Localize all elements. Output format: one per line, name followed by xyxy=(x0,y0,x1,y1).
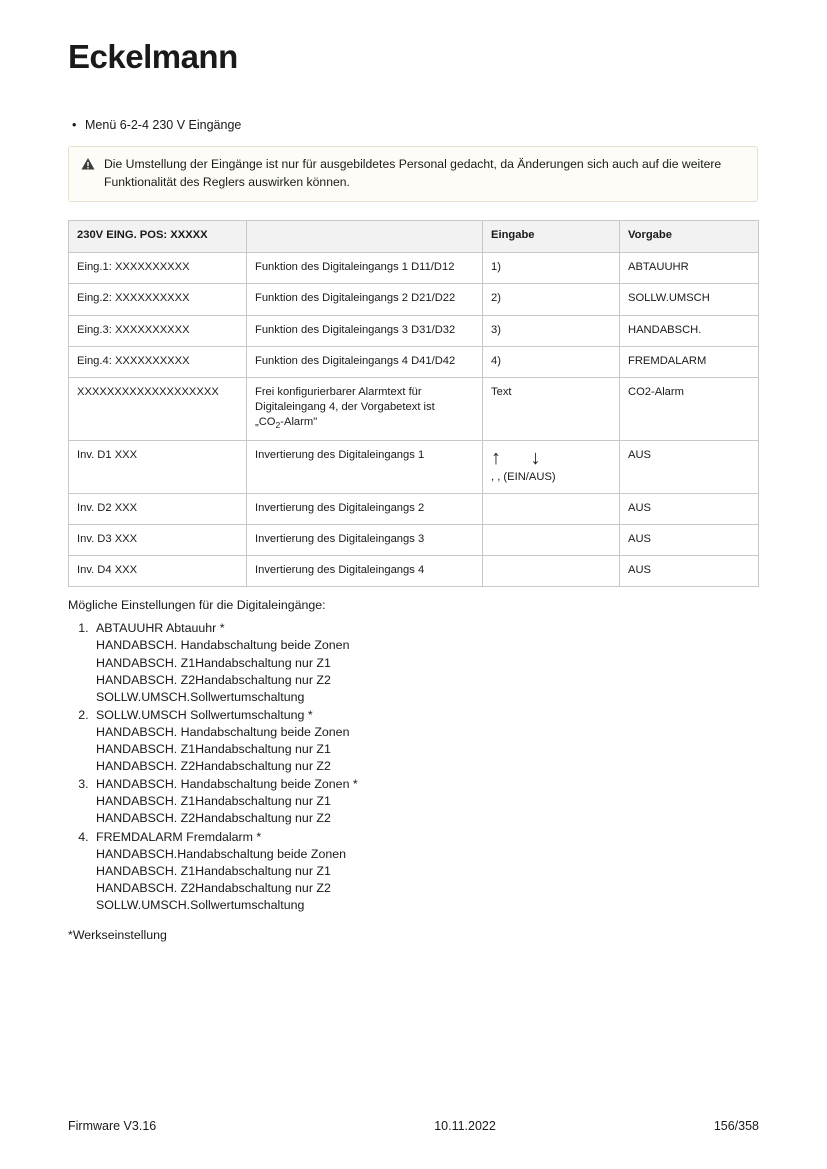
factory-setting-note: *Werkseinstellung xyxy=(68,928,167,943)
row-default: ABTAUUHR xyxy=(620,253,759,284)
list-subline: HANDABSCH. Z1Handabschaltung nur Z1 xyxy=(96,794,331,809)
row-default: SOLLW.UMSCH xyxy=(620,284,759,315)
list-item xyxy=(92,620,758,706)
row-input: 4) xyxy=(483,346,620,377)
row-parameter: Inv. D4 XXX xyxy=(69,556,247,587)
list-subline: HANDABSCH. Z1Handabschaltung nur Z1 xyxy=(96,742,331,757)
table-row xyxy=(69,440,759,493)
list-item-main: HANDABSCH. Handabschaltung beide Zonen * xyxy=(96,777,358,792)
section-bullet-label: Menü 6-2-4 230 V Eingänge xyxy=(85,118,242,132)
row-description: Invertierung des Digitaleingangs 1 xyxy=(247,440,483,493)
list-item-main: FREMDALARM Fremdalarm * xyxy=(96,829,262,844)
table-header-cell-2 xyxy=(247,221,483,253)
company-logo: Eckelmann xyxy=(68,38,238,75)
list-subline: HANDABSCH. Z2Handabschaltung nur Z2 xyxy=(96,811,331,826)
list-item-sublines xyxy=(96,846,758,914)
footer-firmware: Firmware V3.16 xyxy=(68,1119,157,1133)
row-description: Invertierung des Digitaleingangs 4 xyxy=(247,556,483,587)
list-subline: HANDABSCH. Handabschaltung beide Zonen xyxy=(96,724,350,739)
list-subline: SOLLW.UMSCH.Sollwertumschaltung xyxy=(96,689,305,704)
page-content xyxy=(68,118,758,955)
table-row xyxy=(69,493,759,524)
row-description: Invertierung des Digitaleingangs 3 xyxy=(247,525,483,556)
row-description: Funktion des Digitaleingangs 3 D31/D32 xyxy=(247,315,483,346)
table-row xyxy=(69,556,759,587)
row-default: AUS xyxy=(620,525,759,556)
row-default: AUS xyxy=(620,440,759,493)
row-parameter: Eing.4: XXXXXXXXXX xyxy=(69,346,247,377)
row-input: 2) xyxy=(483,284,620,315)
row-input xyxy=(483,493,620,524)
desc-line-1: Frei konfigurierbarer Alarmtext für xyxy=(255,385,422,398)
table-header-cell-3: Eingabe xyxy=(483,221,620,253)
row-input-note: , , (EIN/AUS) xyxy=(491,470,556,483)
list-subline: HANDABSCH. Z2Handabschaltung nur Z2 xyxy=(96,759,331,774)
row-default: AUS xyxy=(620,556,759,587)
list-item-sublines xyxy=(96,793,758,827)
table-row xyxy=(69,346,759,377)
row-input xyxy=(483,525,620,556)
inputs-table xyxy=(68,220,759,587)
table-row xyxy=(69,253,759,284)
row-default: AUS xyxy=(620,493,759,524)
row-parameter: Eing.2: XXXXXXXXXX xyxy=(69,284,247,315)
list-subline: HANDABSCH. Handabschaltung beide Zonen xyxy=(96,638,350,653)
bullet-dot: • xyxy=(72,118,77,132)
desc-line-3-sub: 2 xyxy=(275,420,281,431)
warning-notice-text: Die Umstellung der Eingänge ist nur für ausgebildetes Personal gedacht, da Änderungen sich auch auf die weitere Funktionalität des Reglers auswirken können. xyxy=(104,157,722,189)
row-input: 3) xyxy=(483,315,620,346)
row-description: Funktion des Digitaleingangs 2 D21/D22 xyxy=(247,284,483,315)
settings-list xyxy=(68,620,758,914)
row-description: Funktion des Digitaleingangs 4 D41/D42 xyxy=(247,346,483,377)
row-input xyxy=(483,556,620,587)
row-default: FREMDALARM xyxy=(620,346,759,377)
list-subline: HANDABSCH. Z1Handabschaltung nur Z1 xyxy=(96,655,331,670)
row-parameter: Inv. D3 XXX xyxy=(69,525,247,556)
desc-line-3-post: -Alarm" xyxy=(280,416,318,429)
warning-icon xyxy=(81,157,95,171)
desc-line-2: Digitaleingang 4, der Vorgabetext ist xyxy=(255,400,435,413)
list-item xyxy=(92,776,758,827)
list-subline: HANDABSCH. Z1Handabschaltung nur Z1 xyxy=(96,863,331,878)
list-item xyxy=(92,829,758,915)
list-subline: HANDABSCH. Z2Handabschaltung nur Z2 xyxy=(96,880,331,895)
table-row xyxy=(69,315,759,346)
row-default: HANDABSCH. xyxy=(620,315,759,346)
page-footer xyxy=(68,1119,759,1133)
row-input xyxy=(483,440,620,493)
row-parameter: Inv. D2 XXX xyxy=(69,493,247,524)
list-item-sublines xyxy=(96,637,758,705)
row-parameter: Eing.1: XXXXXXXXXX xyxy=(69,253,247,284)
row-description: Invertierung des Digitaleingangs 2 xyxy=(247,493,483,524)
desc-line-3-pre: „CO xyxy=(255,416,276,429)
list-subline: SOLLW.UMSCH.Sollwertumschaltung xyxy=(96,898,305,913)
row-description: Funktion des Digitaleingangs 1 D11/D12 xyxy=(247,253,483,284)
table-row xyxy=(69,284,759,315)
row-description xyxy=(247,377,483,440)
table-header-row xyxy=(69,221,759,253)
settings-intro: Mögliche Einstellungen für die Digitaleingänge: xyxy=(68,598,326,613)
list-item-main: SOLLW.UMSCH Sollwertumschaltung * xyxy=(96,707,313,722)
up-down-arrow-icons: ↑ ↓ xyxy=(491,446,553,469)
table-header-cell-4: Vorgabe xyxy=(620,221,759,253)
list-item-main: ABTAUUHR Abtauuhr * xyxy=(96,621,225,636)
table-row xyxy=(69,525,759,556)
row-parameter: Eing.3: XXXXXXXXXX xyxy=(69,315,247,346)
list-item-sublines xyxy=(96,724,758,775)
list-subline: HANDABSCH.Handabschaltung beide Zonen xyxy=(96,846,347,861)
row-default: CO2-Alarm xyxy=(620,377,759,440)
row-input: Text xyxy=(483,377,620,440)
footer-date: 10.11.2022 xyxy=(434,1119,496,1133)
row-input: 1) xyxy=(483,253,620,284)
table-header-cell-1: 230V EING. POS: XXXXX xyxy=(69,221,247,253)
list-item xyxy=(92,707,758,775)
list-subline: HANDABSCH. Z2Handabschaltung nur Z2 xyxy=(96,672,331,687)
section-bullet xyxy=(68,118,758,132)
row-parameter: XXXXXXXXXXXXXXXXXXX xyxy=(69,377,247,440)
warning-notice xyxy=(68,146,758,202)
footer-page-number: 156/358 xyxy=(713,1119,759,1133)
row-parameter: Inv. D1 XXX xyxy=(69,440,247,493)
table-row xyxy=(69,377,759,440)
